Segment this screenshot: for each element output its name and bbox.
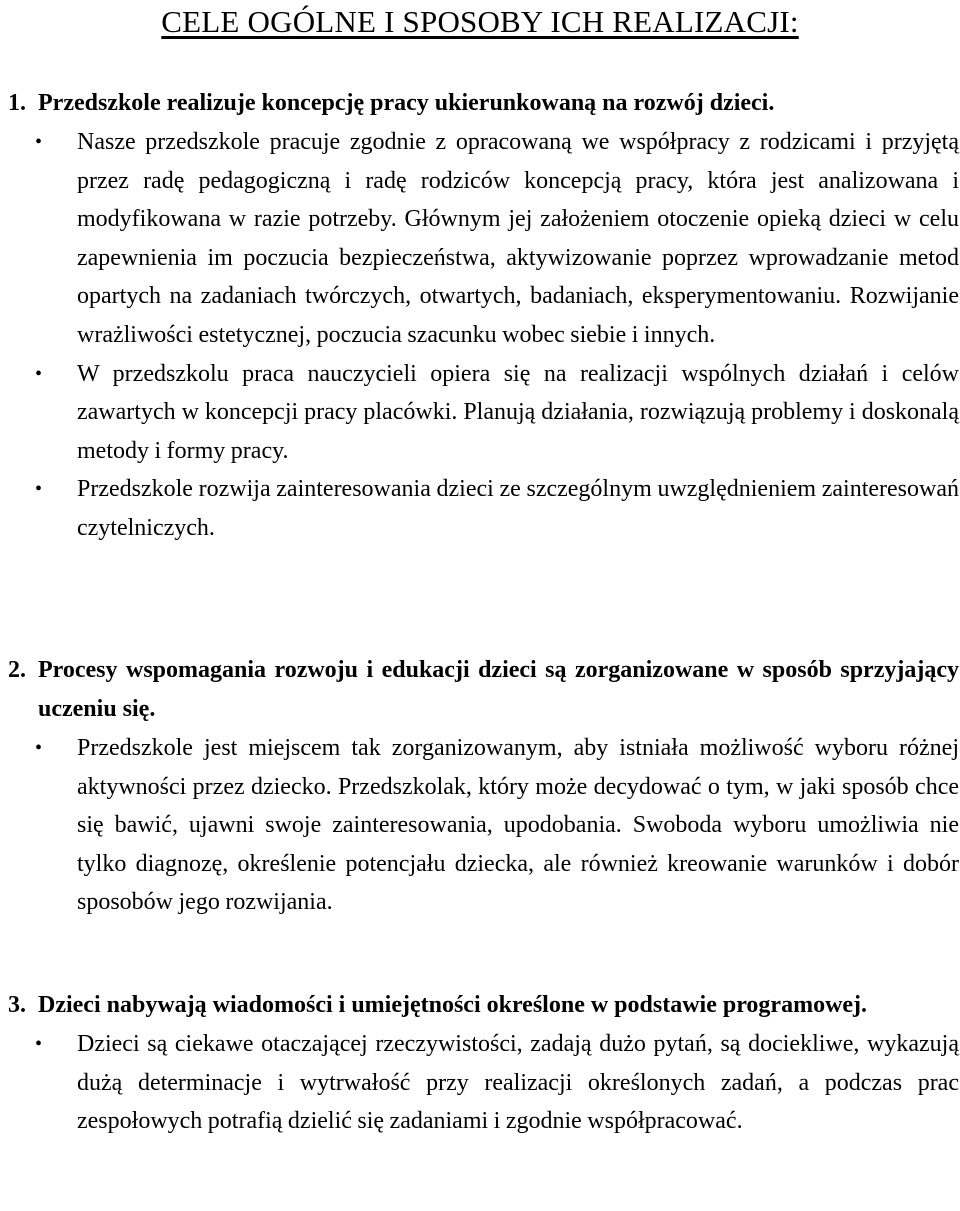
bullet-list [0,123,960,548]
list-item [0,123,960,355]
section-number: 2. [8,657,26,683]
section-2 [0,651,960,922]
paragraph-text: Przedszkole jest miejscem tak zorganizowanym, aby istniała możliwość wyboru różnej aktywności przez dziecko. Przedszkolak, który może decydować o tym, w jaki sposób chce się bawić, ujawni swoje zainteresowania, upodobania. Swoboda wyboru umożliwia nie tylko diagnozę, określenie potencjału dziecka, ale również kreowanie warunków i dobór sposobów jego rozwijania. [77,735,959,916]
bullet-icon: • [35,737,43,759]
paragraph-text: Przedszkole rozwija zainteresowania dzieci ze szczególnym uwzględnieniem zainteresowań czytelniczych. [77,476,959,541]
list-item [0,729,960,922]
section-heading [0,986,960,1025]
list-item [0,355,960,471]
bullet-list [0,729,960,922]
paragraph-text: Nasze przedszkole pracuje zgodnie z opracowaną we współpracy z rodzicami i przyjętą przez radę pedagogiczną i radę rodziców koncepcją pracy, która jest analizowana i modyfikowana w razie potrzeby. Głównym jej założeniem otoczenie opieką dzieci w celu zapewnienia im poczucia bezpieczeństwa, aktywizowanie poprzez wprowadzanie metod opartych na zadaniach twórczych, otwartych, badaniach, eksperymentowaniu. Rozwijanie wrażliwości estetycznej, poczucia szacunku wobec siebie i innych. [77,129,959,348]
list-item [0,470,960,547]
section-heading-text: Dzieci nabywają wiadomości i umiejętności określone w podstawie programowej. [38,992,868,1018]
bullet-list [0,1025,960,1141]
section-number: 1. [8,90,26,116]
bullet-icon: • [35,478,43,501]
bullet-icon: • [35,362,43,385]
document-title: CELE OGÓLNE I SPOSOBY ICH REALIZACJI: [161,4,799,39]
list-item [0,1025,960,1141]
paragraph-text: Dzieci są ciekawe otaczającej rzeczywistości, zadają dużo pytań, są dociekliwe, wykazują dużą determinacje i wytrwałość przy realizacji określonych zadań, a podczas prac zespołowych potrafią dzielić się zadaniami i zgodnie współpracować. [77,1031,959,1135]
paragraph-text: W przedszkolu praca nauczycieli opiera się na realizacji wspólnych działań i celów zawartych w koncepcji pracy placówki. Planują działania, rozwiązują problemy i doskonalą metody i formy pracy. [77,360,959,464]
section-number: 3. [8,992,26,1018]
section-1 [0,84,960,548]
bullet-icon: • [35,1033,43,1055]
section-heading [0,84,960,123]
section-3 [0,986,960,1141]
section-heading [0,651,960,729]
section-heading-text: Procesy wspomagania rozwoju i edukacji dzieci są zorganizowane w sposób sprzyjający uczeniu się. [38,657,959,722]
section-heading-text: Przedszkole realizuje koncepcję pracy ukierunkowaną na rozwój dzieci. [38,90,775,116]
bullet-icon: • [35,131,43,153]
